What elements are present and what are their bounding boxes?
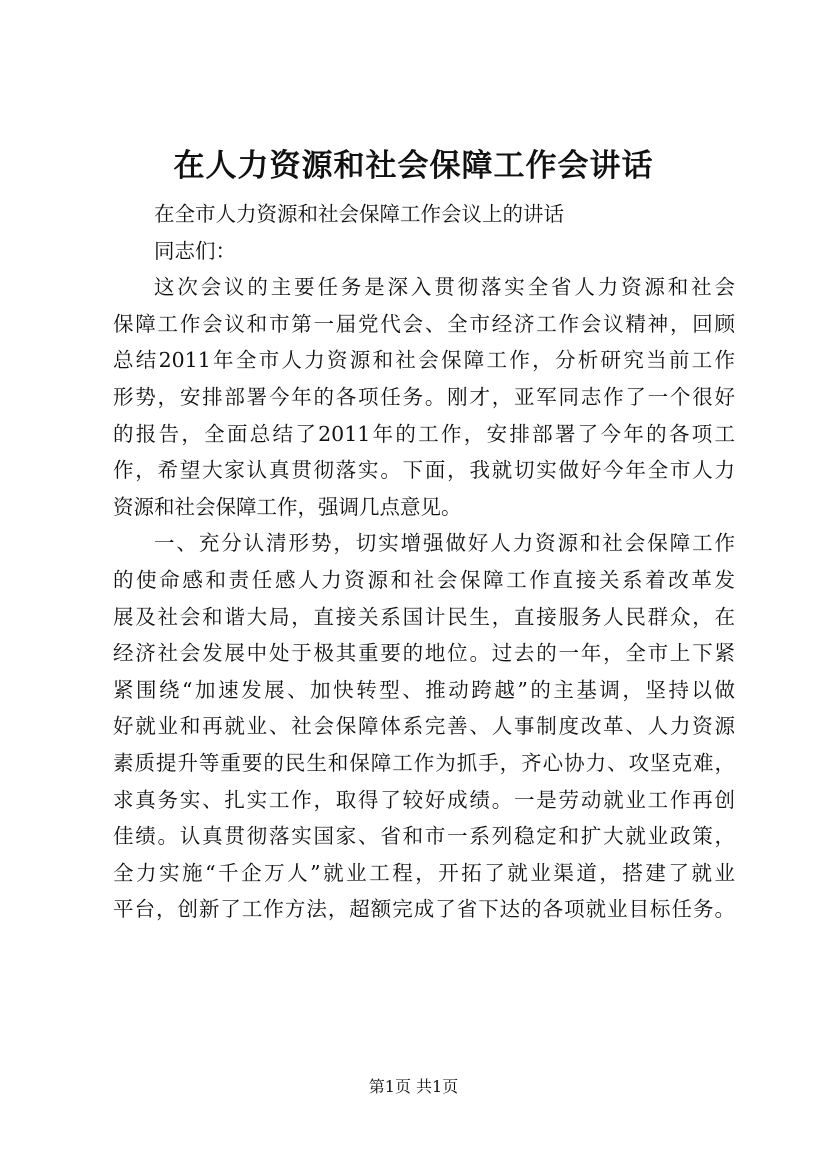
text-line: 同志们： [154, 238, 236, 263]
text-line: 佳绩。认真贯彻落实国家、省和市一系列稳定和扩大就业政策， [113, 824, 735, 849]
text-line: 这次会议的主要任务是深入贯彻落实全省人力资源和社会 [154, 275, 735, 300]
text-line: 经济社会发展中处于极其重要的地位。过去的一年，全市上下紧 [113, 641, 735, 666]
text-line: 的使命感和责任感人力资源和社会保障工作直接关系着改革发 [113, 567, 735, 592]
text-line: 紧围绕“加速发展、加快转型、推动跨越”的主基调，坚持以做 [113, 677, 735, 702]
text-line: 展及社会和谐大局，直接关系国计民生，直接服务人民群众，在 [113, 604, 735, 629]
text-line: 总结2011年全市人力资源和社会保障工作，分析研究当前工作 [113, 348, 735, 373]
text-line: 一、充分认清形势，切实增强做好人力资源和社会保障工作 [154, 531, 735, 556]
text-line: 作，希望大家认真贯彻落实。下面，我就切实做好今年全市人力 [113, 458, 735, 483]
text-line: 全力实施“千企万人”就业工程，开拓了就业渠道，搭建了就业 [113, 860, 735, 885]
document-body [113, 196, 735, 928]
text-line: 保障工作会议和市第一届党代会、全市经济工作会议精神，回顾 [113, 311, 735, 336]
text-line: 素质提升等重要的民生和保障工作为抓手，齐心协力、攻坚克难， [113, 750, 735, 775]
document-title: 在人力资源和社会保障工作会讲话 [173, 148, 654, 184]
text-line: 好就业和再就业、社会保障体系完善、人事制度改革、人力资源 [113, 714, 735, 739]
text-line: 平台，创新了工作方法，超额完成了省下达的各项就业目标任务。 [113, 897, 735, 922]
page-footer: 第1页 共1页 [368, 1077, 459, 1096]
text-line: 求真务实、扎实工作，取得了较好成绩。一是劳动就业工作再创 [113, 787, 735, 812]
text-line: 形势，安排部署今年的各项任务。刚才，亚军同志作了一个很好 [113, 384, 735, 409]
text-line: 在全市人力资源和社会保障工作会议上的讲话 [154, 202, 564, 226]
text-line: 资源和社会保障工作，强调几点意见。 [113, 494, 462, 519]
text-line: 的报告，全面总结了2011年的工作，安排部署了今年的各项工 [113, 421, 735, 446]
